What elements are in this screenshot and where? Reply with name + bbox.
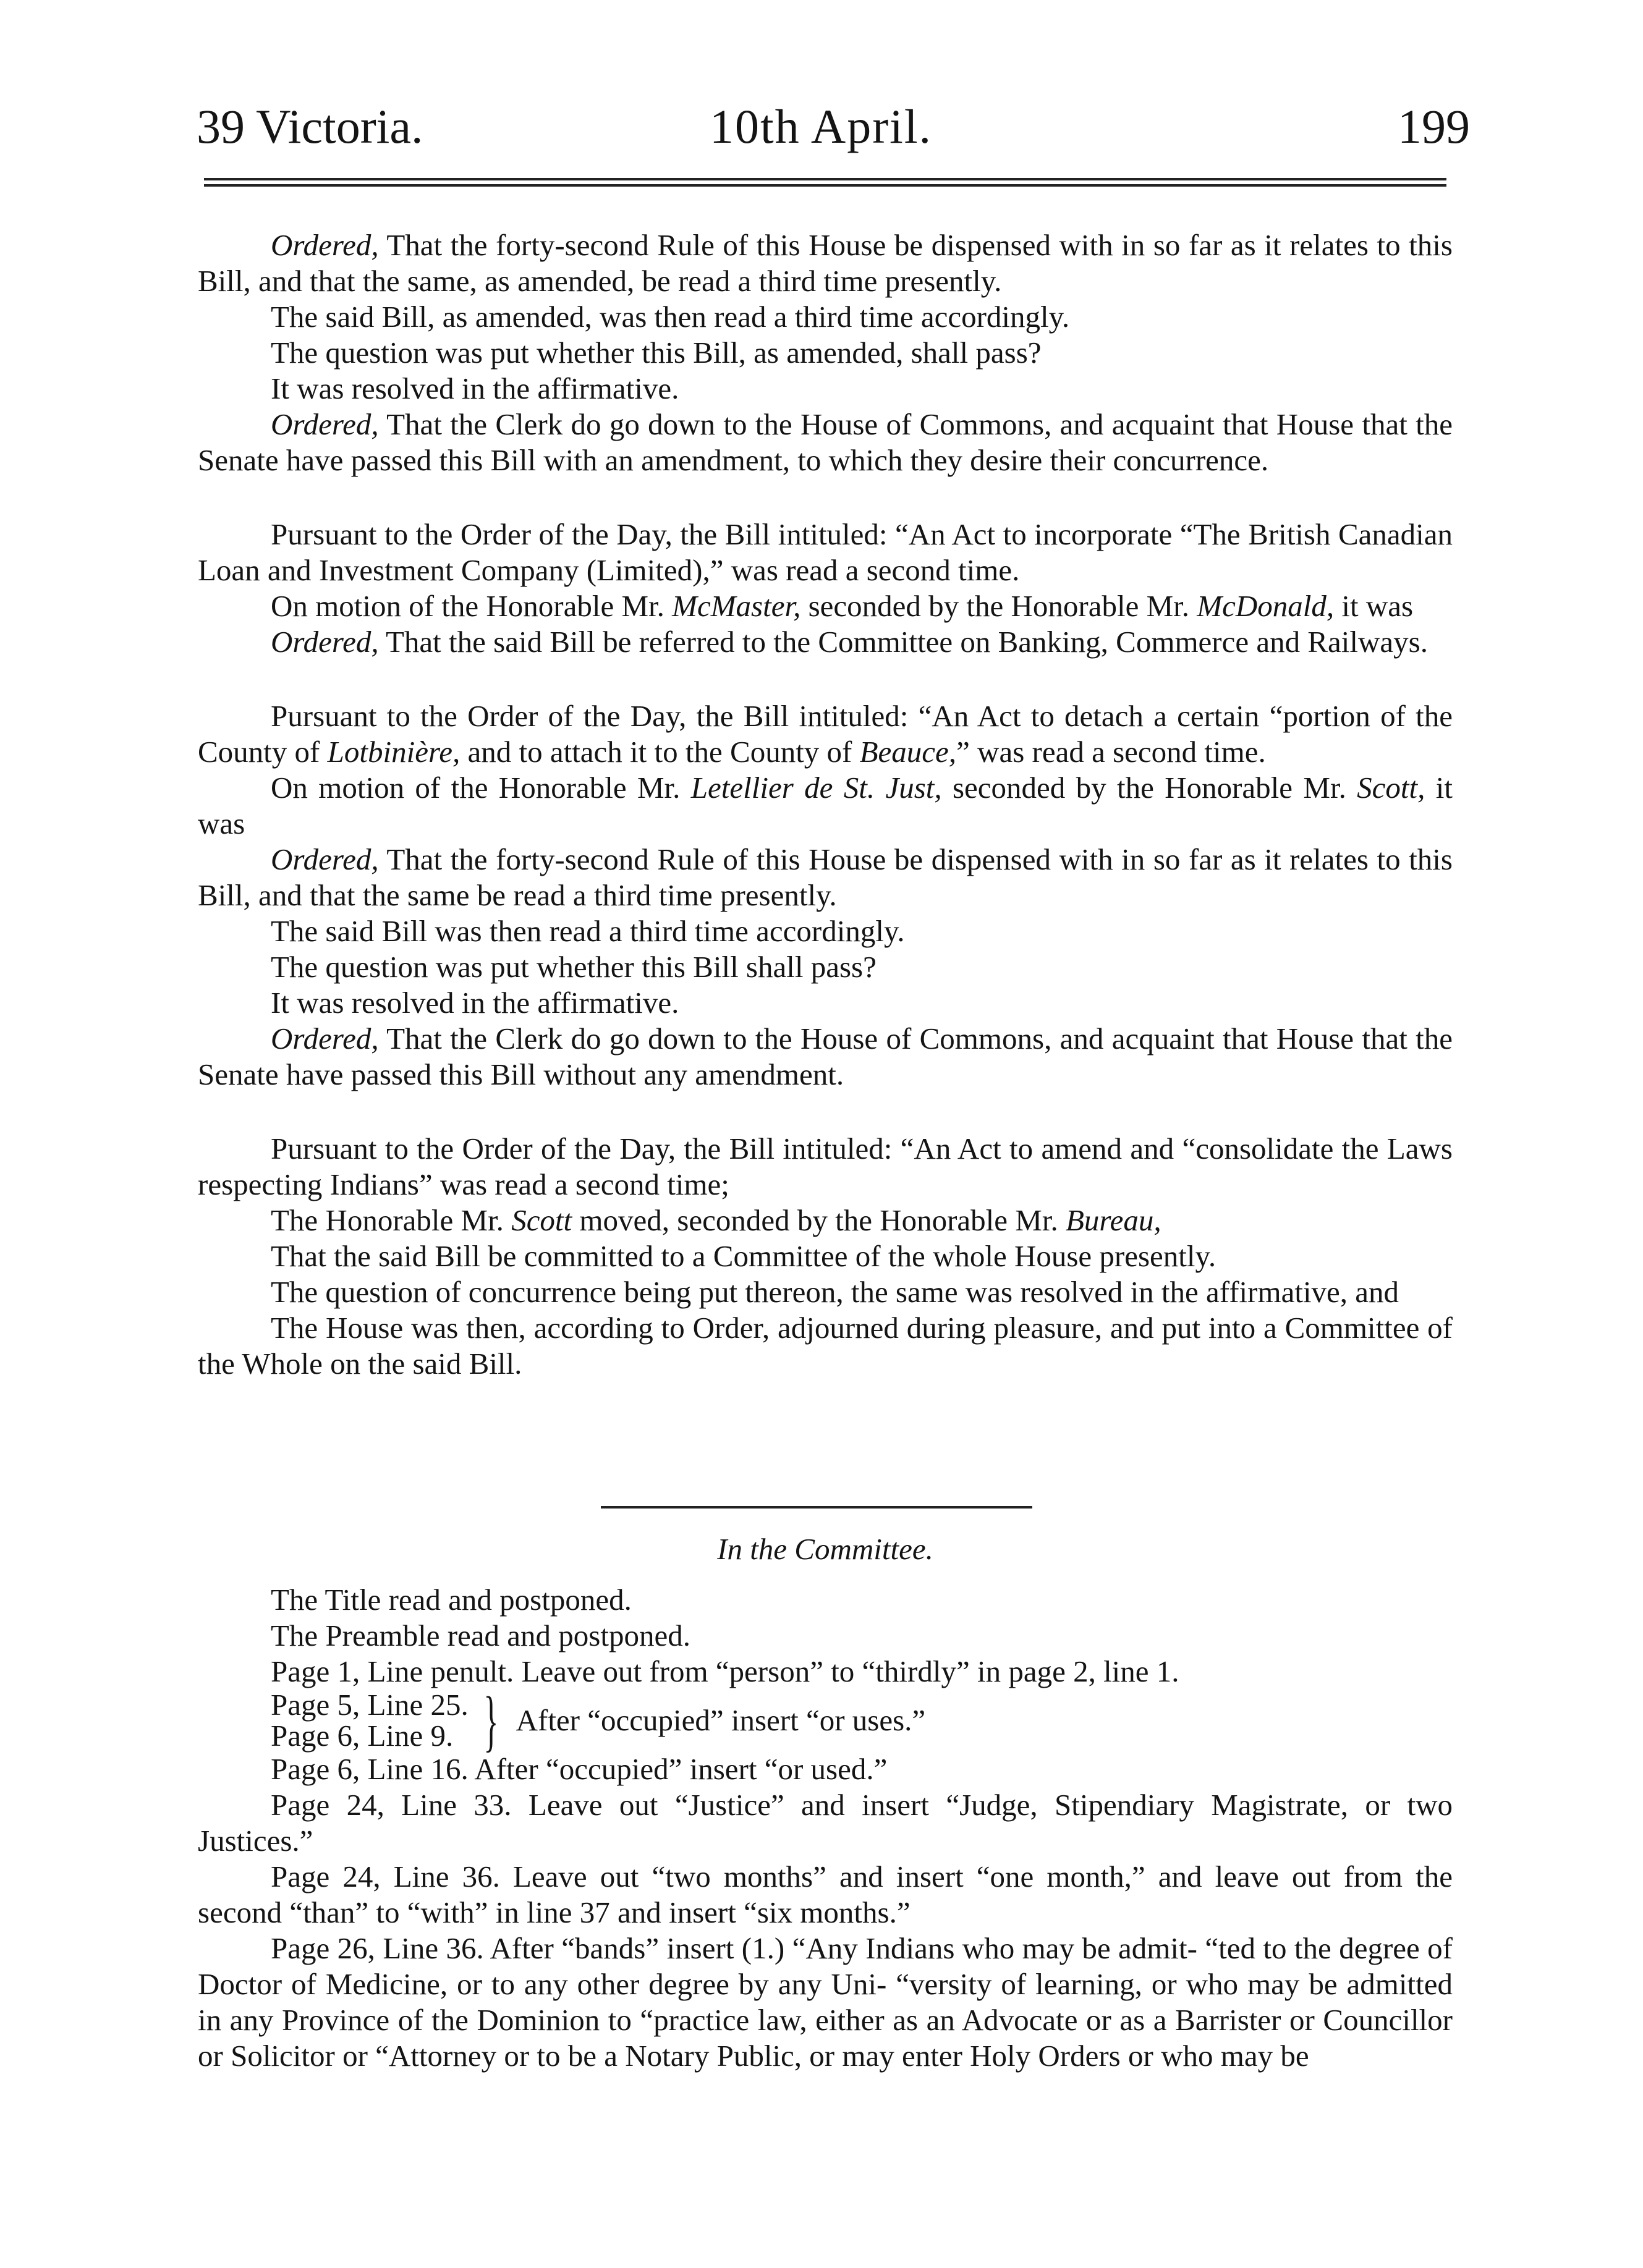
paragraph: On motion of the Honorable Mr. McMaster, seconded by the Honorable Mr. McDonald, it was [271, 589, 1414, 623]
committee-section [198, 1531, 1453, 2074]
committee-line: Page 26, Line 36. After “bands” insert (1.) “Any Indians who may be admit- “ted to the degree of Doctor of Medicine, or to any other degree by any Uni- “versity of learning, or who may be admitted in any Province of the Dominion to “practice law, either as an Advocate or as a Barrister or Councillor or Solicitor or “Attorney or to be a Notary Public, or may enter Holy Orders or who may be [198, 1931, 1453, 2073]
paragraph: On motion of the Honorable Mr. Letellier de St. Just, seconded by the Honorable Mr. Scott, it was [198, 771, 1453, 840]
bracketed-amendment [198, 1683, 1453, 1758]
paragraph: Ordered, That the forty-second Rule of this House be dispensed with in so far as it relates to this Bill, and that the same, as amended, be read a third time presently. [198, 228, 1453, 298]
paragraph: Pursuant to the Order of the Day, the Bill intituled: “An Act to detach a certain “portion of the County of Lotbinière, and to attach it to the County of Beauce,” was read a second time. [198, 699, 1453, 769]
brace-amendment-text: After “occupied” insert “or uses.” [516, 1703, 926, 1737]
committee-line: Page 6, Line 16. After “occupied” insert “or used.” [271, 1752, 888, 1786]
header-rule [204, 178, 1446, 180]
committee-line: Page 1, Line penult. Leave out from “person” to “thirdly” in page 2, line 1. [271, 1654, 1179, 1688]
paragraph: The question was put whether this Bill, as amended, shall pass? [271, 336, 1042, 370]
paragraph: The question was put whether this Bill shall pass? [271, 950, 877, 984]
paragraph: The said Bill, as amended, was then read a third time accordingly. [271, 300, 1070, 334]
paragraph: Pursuant to the Order of the Day, the Bill intituled: “An Act to incorporate “The British Canadian Loan and Investment Company (Limited),” was read a second time. [198, 517, 1453, 587]
committee-heading: In the Committee. [717, 1532, 933, 1566]
header-session: 39 Victoria. [197, 99, 423, 153]
paragraph: The Honorable Mr. Scott moved, seconded by the Honorable Mr. Bureau, [271, 1203, 1161, 1237]
committee-line: The Preamble read and postponed. [271, 1618, 690, 1652]
paragraph: That the said Bill be committed to a Committee of the whole House presently. [271, 1239, 1216, 1273]
committee-line: Page 24, Line 33. Leave out “Justice” and insert “Judge, Stipendiary Magistrate, or two Justices.” [198, 1788, 1453, 1858]
page-header [197, 93, 1470, 161]
paragraph: Ordered, That the Clerk do go down to the House of Commons, and acquaint that House that the Senate have passed this Bill with an amendment, to which they desire their concurrence. [198, 407, 1453, 477]
right-brace-icon: } [483, 1683, 499, 1758]
committee-line: Page 24, Line 36. Leave out “two months” and insert “one month,” and leave out from the second “than” to “with” in line 37 and insert “six months.” [198, 1860, 1453, 1929]
paragraph: The House was then, according to Order, adjourned during pleasure, and put into a Committee of the Whole on the said Bill. [198, 1311, 1453, 1381]
brace-line-b: Page 6, Line 9. [271, 1719, 454, 1753]
proceedings-text [198, 227, 1453, 1382]
paragraph: Pursuant to the Order of the Day, the Bill intituled: “An Act to amend and “consolidate the Laws respecting Indians” was read a second time; [198, 1132, 1453, 1201]
paragraph: The said Bill was then read a third time accordingly. [271, 914, 905, 948]
paragraph: Ordered, That the forty-second Rule of this House be dispensed with in so far as it relates to this Bill, and that the same be read a third time presently. [198, 842, 1453, 912]
paragraph: The question of concurrence being put thereon, the same was resolved in the affirmative, and [271, 1275, 1399, 1309]
paragraph: Ordered, That the said Bill be referred to the Committee on Banking, Commerce and Railways. [271, 625, 1428, 659]
page-number: 199 [1398, 99, 1470, 153]
header-rule-second [204, 184, 1446, 187]
paragraph: Ordered, That the Clerk do go down to the House of Commons, and acquaint that House that the Senate have passed this Bill without any amendment. [198, 1022, 1453, 1091]
section-divider [601, 1506, 1032, 1508]
paragraph: It was resolved in the affirmative. [271, 371, 679, 405]
committee-line: The Title read and postponed. [271, 1583, 632, 1617]
header-date: 10th April. [710, 99, 933, 153]
brace-line-a: Page 5, Line 25. [271, 1688, 469, 1722]
paragraph: It was resolved in the affirmative. [271, 986, 679, 1020]
